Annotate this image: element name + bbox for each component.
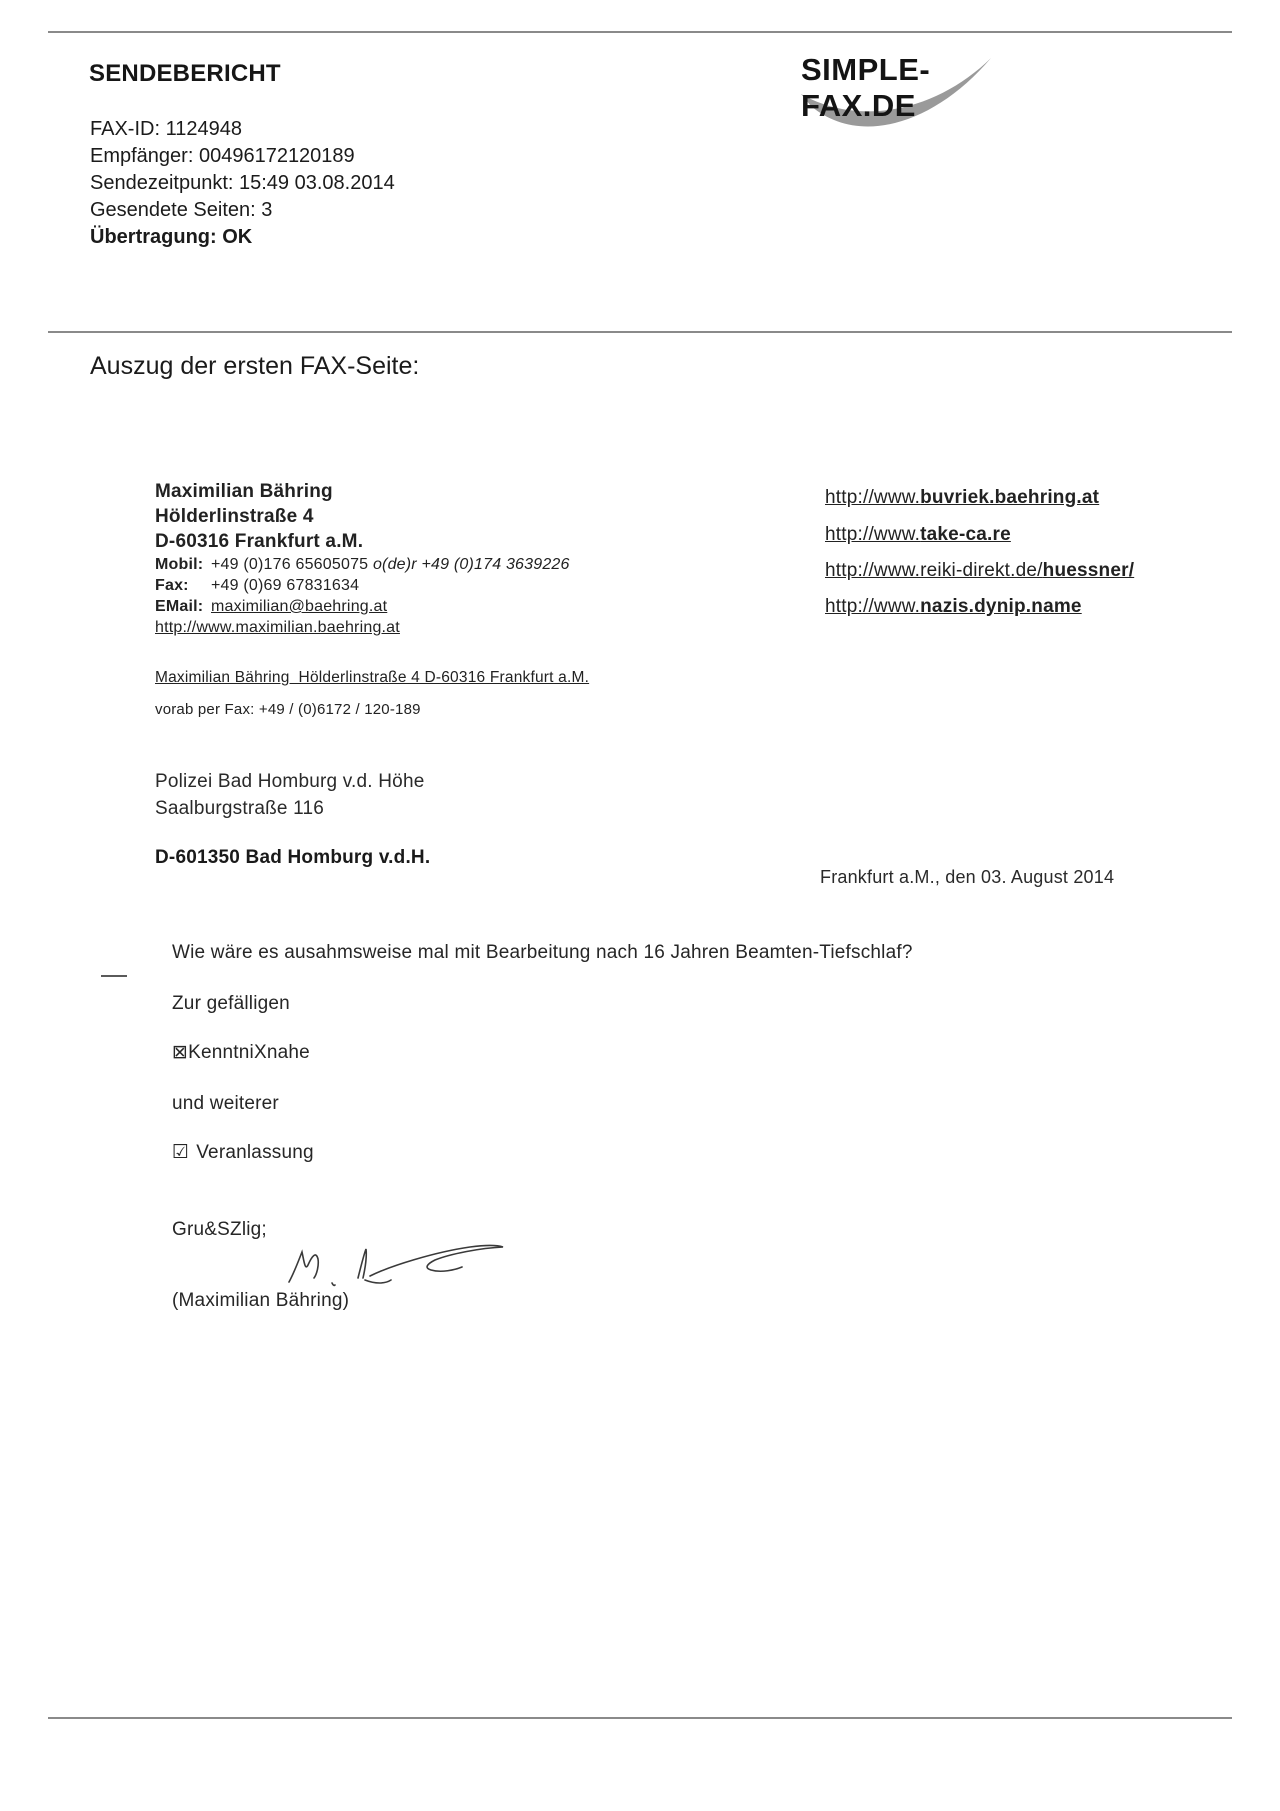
fax-line: Fax: +49 (0)69 67831634 [155, 577, 360, 594]
checkbox-x-icon: ⊠ [172, 1041, 189, 1063]
top-divider [48, 31, 1232, 33]
recipient-address-block [155, 768, 424, 822]
body-und-weiterer: und weiterer [172, 1093, 279, 1114]
recipient-city-line: D-601350 Bad Homburg v.d.H. [155, 847, 431, 868]
excerpt-heading: Auszug der ersten FAX-Seite: [90, 352, 420, 380]
email-line: EMail: maximilian@baehring.at [155, 598, 388, 615]
handwritten-signature [285, 1238, 510, 1296]
signer-name: (Maximilian Bähring) [172, 1290, 350, 1311]
mid-divider [48, 331, 1232, 333]
body-question: Wie wäre es ausahmsweise mal mit Bearbeitung nach 16 Jahren Beamten-Tiefschlaf? [172, 942, 913, 963]
url-nazis-dynip[interactable]: http://www.nazis.dynip.name [825, 596, 1082, 617]
send-time-row: Sendezeitpunkt: 15:49 03.08.2014 [90, 172, 395, 194]
website-line [155, 617, 570, 638]
sender-city: D-60316 Frankfurt a.M. [155, 531, 364, 552]
sender-address-block [155, 479, 363, 554]
transmission-meta [90, 116, 395, 251]
logo-wordmark: SIMPLE-FAX.DE [801, 52, 931, 123]
status-ok: OK [222, 226, 253, 248]
sender-name: Maximilian Bähring [155, 481, 333, 502]
recipient-number-row: Empfänger: 00496172120189 [90, 145, 355, 167]
url-buvriek[interactable]: http://www.buvriek.baehring.at [825, 487, 1100, 508]
body-closing: Gru&SZlig; [172, 1219, 267, 1240]
email-link[interactable]: maximilian@baehring.at [211, 598, 388, 615]
recipient-line1: Polizei Bad Homburg v.d. Höhe [155, 771, 425, 792]
url-take-ca-re[interactable]: http://www.take-ca.re [825, 524, 1011, 545]
sender-contact-block [155, 554, 570, 638]
page-title: SENDEBERICHT [89, 60, 281, 87]
vorab-per-fax-line: vorab per Fax: +49 / (0)6172 / 120-189 [155, 701, 421, 718]
recipient-line2: Saalburgstraße 116 [155, 798, 325, 819]
simple-fax-logo [793, 48, 1043, 158]
sender-street: Hölderlinstraße 4 [155, 506, 314, 527]
fax-id-row: FAX-ID: 1124948 [90, 118, 242, 140]
body-zur-gefaelligen: Zur gefälligen [172, 993, 290, 1014]
website-link[interactable]: http://www.maximilian.baehring.at [155, 619, 400, 636]
pages-sent-row: Gesendete Seiten: 3 [90, 199, 273, 221]
sender-one-line-address: Maximilian Bähring Hölderlinstraße 4 D-60316 Frankfurt a.M. [155, 669, 590, 686]
url-reiki-direkt[interactable]: http://www.reiki-direkt.de/huessner/ [825, 560, 1135, 581]
margin-dash-mark [101, 975, 127, 977]
checkbox-check-icon: ☑ [172, 1141, 190, 1163]
mobil-line: Mobil: +49 (0)176 65605075 o(de)r +49 (0)174 3639226 [155, 556, 570, 573]
body-veranlassung-line: ☑ Veranlassung [172, 1141, 314, 1163]
transmission-status-row: Übertragung: OK [90, 226, 253, 248]
bottom-divider [48, 1717, 1232, 1719]
body-kenntnisnahme-line: ⊠KenntniXnahe [172, 1041, 310, 1063]
dateline: Frankfurt a.M., den 03. August 2014 [820, 867, 1115, 887]
